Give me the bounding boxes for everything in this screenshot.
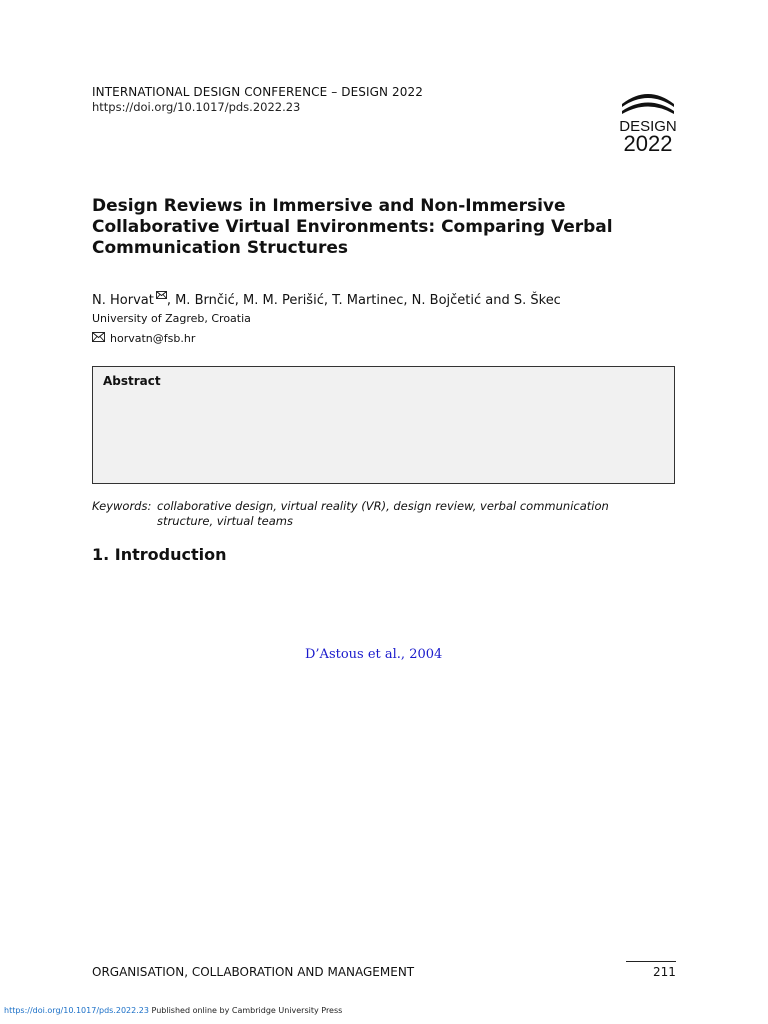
footer-doi-link[interactable]: https://doi.org/10.1017/pds.2022.23	[4, 1006, 149, 1015]
logo-design-text: DESIGN	[619, 118, 677, 135]
publication-note	[4, 1006, 342, 1015]
page-number: 211	[653, 965, 676, 979]
corresponding-author: N. Horvat	[92, 293, 154, 308]
citation-link[interactable]: D’Astous et al., 2004	[305, 647, 443, 662]
logo-year-text: 2022	[623, 131, 673, 156]
footer-rule	[626, 961, 676, 962]
affiliation: University of Zagreb, Croatia	[92, 312, 251, 325]
envelope-icon	[92, 332, 105, 345]
paper-title: Design Reviews in Immersive and Non-Immersive Collaborative Virtual Environments: Comparing Verbal Communication Structures	[92, 196, 613, 258]
email-row	[92, 332, 195, 345]
footer-section-title: ORGANISATION, COLLABORATION AND MANAGEMENT	[92, 965, 415, 979]
envelope-icon	[156, 288, 167, 303]
co-authors: , M. Brnčić, M. M. Perišić, T. Martinec, N. Bojčetić and S. Škec	[166, 293, 561, 308]
introduction-heading: 1. Introduction	[92, 545, 227, 564]
keywords-text: collaborative design, virtual reality (VR), design review, verbal communication structure, virtual teams	[157, 499, 609, 528]
abstract-box	[92, 366, 675, 484]
design-arch-icon	[612, 84, 684, 156]
design-2022-logo	[612, 84, 684, 156]
email-address[interactable]: horvatn@fsb.hr	[110, 332, 196, 345]
header-doi[interactable]: https://doi.org/10.1017/pds.2022.23	[92, 100, 301, 114]
keywords-label: Keywords:	[92, 499, 152, 513]
abstract-label: Abstract	[103, 374, 161, 388]
published-note: Published online by Cambridge University Press	[148, 1006, 343, 1015]
conference-title: INTERNATIONAL DESIGN CONFERENCE – DESIGN 2022	[92, 85, 423, 99]
keywords	[92, 499, 627, 529]
author-list	[92, 288, 561, 308]
